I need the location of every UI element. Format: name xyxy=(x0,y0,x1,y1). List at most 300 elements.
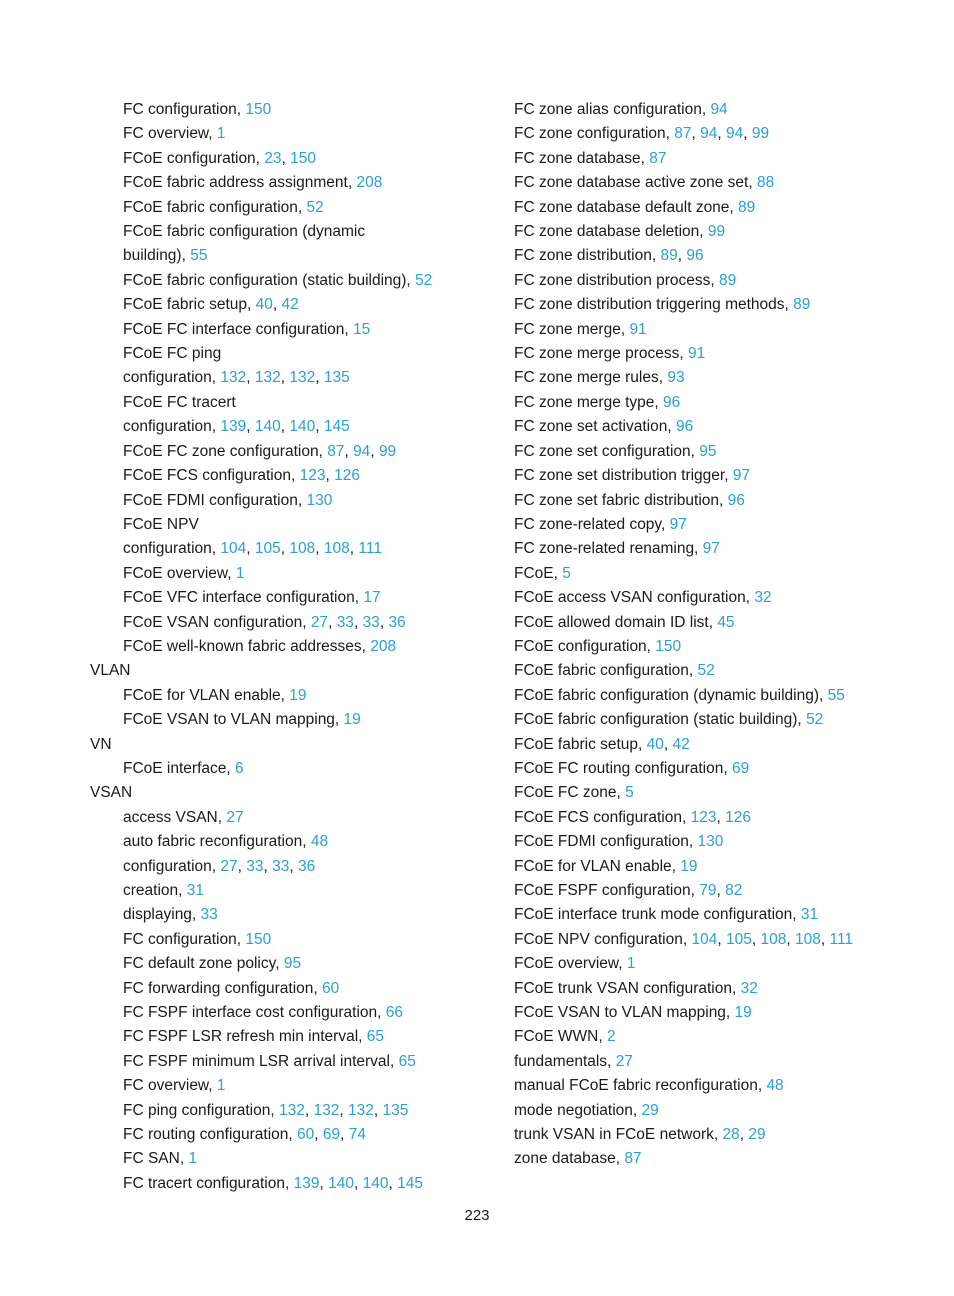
page-link[interactable]: 89 xyxy=(793,296,811,314)
index-entry xyxy=(514,977,934,1001)
page-link[interactable]: 33 xyxy=(362,613,380,631)
page-link[interactable]: 36 xyxy=(388,613,406,631)
page-link[interactable]: 97 xyxy=(702,540,720,558)
index-term-continued xyxy=(123,415,490,439)
index-term: FC overview, xyxy=(123,1077,217,1095)
page-link[interactable]: 33 xyxy=(336,613,354,631)
index-term: FCoE access VSAN configuration, xyxy=(514,589,755,607)
index-entry xyxy=(90,855,490,879)
page-link[interactable]: 69 xyxy=(731,759,750,777)
index-term: FC routing configuration, xyxy=(123,1126,298,1144)
page-link[interactable]: 1 xyxy=(235,564,245,582)
page-link[interactable]: 108 xyxy=(289,540,316,558)
page-link[interactable]: 94 xyxy=(710,101,728,118)
index-entry xyxy=(514,244,934,268)
index-term: FC zone configuration, xyxy=(514,125,675,143)
index-term: mode negotiation, xyxy=(514,1101,642,1119)
index-term: FC zone distribution triggering methods, xyxy=(514,296,794,314)
index-term: fundamentals, xyxy=(514,1052,616,1070)
page-link[interactable]: 105 xyxy=(254,540,281,558)
page-link[interactable]: 52 xyxy=(415,271,433,289)
index-entry xyxy=(90,1050,490,1074)
index-entry xyxy=(90,391,490,440)
index-entry xyxy=(90,513,490,562)
index-term: FC zone set fabric distribution, xyxy=(514,491,728,509)
index-term: FCoE fabric configuration, xyxy=(123,198,307,216)
index-term: FC configuration, xyxy=(123,930,246,948)
index-term: FCoE fabric configuration (static building), xyxy=(514,711,807,729)
index-entry xyxy=(514,1050,934,1074)
page-separator: , xyxy=(691,125,701,143)
page-separator: , xyxy=(677,247,687,265)
index-entry xyxy=(514,806,934,830)
page-link[interactable]: 91 xyxy=(629,320,647,338)
index-term: FCoE configuration, xyxy=(123,149,265,167)
index-entry xyxy=(514,318,934,342)
page-link[interactable]: 130 xyxy=(697,833,724,851)
page-link[interactable]: 66 xyxy=(385,1004,403,1022)
page-link[interactable]: 130 xyxy=(306,491,333,509)
index-entry xyxy=(90,1074,490,1098)
page-link[interactable]: 145 xyxy=(397,1174,423,1192)
page-link[interactable]: 87 xyxy=(649,149,667,167)
page-separator: , xyxy=(716,882,726,899)
page-separator: , xyxy=(263,857,273,875)
page-link[interactable]: 60 xyxy=(322,979,340,997)
page-link[interactable]: 132 xyxy=(254,369,281,387)
page-separator: , xyxy=(743,125,752,143)
index-term: FCoE fabric address assignment, xyxy=(123,174,357,192)
page-link[interactable]: 96 xyxy=(727,491,745,509)
index-term: FC zone database active zone set, xyxy=(514,174,757,192)
index-term: VSAN xyxy=(90,784,133,802)
page-separator: , xyxy=(717,125,727,143)
index-entry xyxy=(90,903,490,927)
page-separator: , xyxy=(739,1126,749,1144)
index-term: FC zone set activation, xyxy=(514,418,676,436)
page-link[interactable]: 19 xyxy=(289,686,307,704)
page-link[interactable]: 208 xyxy=(356,174,383,192)
page-link[interactable]: 2 xyxy=(607,1028,616,1046)
index-term-line2: configuration, xyxy=(123,418,221,436)
page-link[interactable]: 91 xyxy=(688,345,706,363)
page-link[interactable]: 126 xyxy=(334,467,360,485)
page-link[interactable]: 52 xyxy=(697,662,715,680)
page-separator: , xyxy=(340,1126,349,1144)
index-entry xyxy=(514,708,934,732)
page-separator: , xyxy=(281,149,291,167)
page-link[interactable]: 140 xyxy=(289,418,316,436)
index-term: FCoE FC routing configuration, xyxy=(514,759,732,777)
index-entry xyxy=(514,122,934,146)
index-entry xyxy=(90,318,490,342)
index-entry xyxy=(90,757,490,781)
index-term: FC zone merge type, xyxy=(514,393,664,411)
index-entry xyxy=(90,1001,490,1025)
page-number: 223 xyxy=(464,1207,490,1224)
index-term: FC zone database default zone, xyxy=(514,198,739,216)
index-term: FC zone-related copy, xyxy=(514,515,670,533)
page-link[interactable]: 33 xyxy=(246,857,264,875)
page-separator: , xyxy=(237,857,247,875)
index-term: displaying, xyxy=(123,906,201,924)
page-separator: , xyxy=(272,296,282,314)
index-term: FCoE WWN, xyxy=(514,1028,607,1046)
page-separator: , xyxy=(280,418,290,436)
page-link[interactable]: 139 xyxy=(293,1174,320,1192)
index-term: FC zone database, xyxy=(514,149,650,167)
index-term: configuration, xyxy=(123,857,221,875)
index-term: FC zone database deletion, xyxy=(514,223,708,241)
index-entry xyxy=(514,269,934,293)
page-link[interactable]: 52 xyxy=(306,198,324,216)
index-entry xyxy=(90,586,490,610)
page-separator: , xyxy=(716,808,726,826)
index-heading xyxy=(90,781,490,805)
page-link[interactable]: 95 xyxy=(283,955,302,973)
index-term: FC zone set distribution trigger, xyxy=(514,467,733,485)
page-link[interactable]: 135 xyxy=(323,369,350,387)
index-entry xyxy=(90,562,490,586)
index-term: FCoE NPV xyxy=(123,515,199,533)
index-entry xyxy=(90,269,490,293)
page-link[interactable]: 29 xyxy=(641,1101,659,1119)
page-link[interactable]: 5 xyxy=(625,784,634,802)
index-entry xyxy=(90,928,490,952)
index-entry xyxy=(514,513,934,537)
page-link[interactable]: 132 xyxy=(347,1101,374,1119)
page-separator: , xyxy=(289,857,298,875)
index-entry xyxy=(90,879,490,903)
page-link[interactable]: 6 xyxy=(235,759,244,777)
index-term: FCoE FDMI configuration, xyxy=(514,833,698,851)
index-term: FC zone merge rules, xyxy=(514,369,668,387)
page-link[interactable]: 108 xyxy=(323,540,350,558)
page-separator: , xyxy=(379,613,389,631)
index-entry xyxy=(90,1123,490,1147)
page-link[interactable]: 32 xyxy=(740,979,758,997)
page-link[interactable]: 94 xyxy=(700,125,718,143)
page-link[interactable]: 65 xyxy=(398,1052,416,1070)
page-link[interactable]: 52 xyxy=(806,711,824,729)
page-link[interactable]: 87 xyxy=(624,1150,642,1168)
page-link[interactable]: 17 xyxy=(363,589,381,607)
page-separator: , xyxy=(246,540,255,558)
index-term: FCoE well-known fabric addresses, xyxy=(123,637,371,655)
page-separator: , xyxy=(353,1174,363,1192)
index-entry xyxy=(514,733,934,757)
page-link[interactable]: 40 xyxy=(646,735,664,753)
page-link[interactable]: 123 xyxy=(690,808,717,826)
index-entry xyxy=(514,171,934,195)
index-term: FCoE VFC interface configuration, xyxy=(123,589,364,607)
page-link[interactable]: 87 xyxy=(674,125,692,143)
index-entry xyxy=(514,98,934,122)
page-link[interactable]: 108 xyxy=(794,930,821,948)
index-term: FC zone distribution, xyxy=(514,247,661,265)
index-term: FCoE interface trunk mode configuration, xyxy=(514,906,801,924)
index-entry xyxy=(514,903,934,927)
page-separator: , xyxy=(325,467,335,485)
index-entry xyxy=(514,952,934,976)
index-entry xyxy=(514,830,934,854)
page-link[interactable]: 96 xyxy=(663,393,681,411)
index-term-continued xyxy=(123,366,490,390)
page-link[interactable]: 27 xyxy=(226,808,244,826)
index-entry xyxy=(90,977,490,1001)
page-link[interactable]: 74 xyxy=(348,1126,367,1144)
index-term: FCoE trunk VSAN configuration, xyxy=(514,979,741,997)
index-term: FC forwarding configuration, xyxy=(123,979,323,997)
page-link[interactable]: 28 xyxy=(722,1126,740,1144)
page-link[interactable]: 140 xyxy=(254,418,281,436)
page-link[interactable]: 27 xyxy=(615,1052,633,1070)
page-link[interactable]: 97 xyxy=(669,515,687,533)
index-entry xyxy=(514,196,934,220)
page-separator: , xyxy=(344,442,354,460)
index-term: FCoE FCS configuration, xyxy=(123,467,300,485)
page-link[interactable]: 93 xyxy=(667,369,685,387)
index-entry xyxy=(90,635,490,659)
page-link[interactable]: 208 xyxy=(370,637,397,655)
page-separator: , xyxy=(328,613,337,631)
page-separator: , xyxy=(280,369,290,387)
index-entry xyxy=(514,781,934,805)
index-term-line2: building), xyxy=(123,247,191,265)
page-link[interactable]: 5 xyxy=(562,564,571,582)
index-term-line2: configuration, xyxy=(123,540,221,558)
page-separator: , xyxy=(370,442,379,460)
index-term: FCoE FC zone, xyxy=(514,784,626,802)
index-entry xyxy=(514,659,934,683)
index-term: FC tracert configuration, xyxy=(123,1174,294,1192)
page-link[interactable]: 95 xyxy=(699,442,717,460)
index-term: FC FSPF interface cost configuration, xyxy=(123,1004,386,1022)
index-entry xyxy=(90,293,490,317)
page-separator: , xyxy=(751,930,761,948)
index-term: FCoE NPV configuration, xyxy=(514,930,692,948)
index-entry xyxy=(514,293,934,317)
index-term: FCoE overview, xyxy=(514,955,627,973)
index-entry xyxy=(514,1001,934,1025)
page-link[interactable]: 139 xyxy=(220,418,247,436)
page-link[interactable]: 27 xyxy=(220,857,238,875)
page-link[interactable]: 108 xyxy=(760,930,787,948)
page-link[interactable]: 88 xyxy=(756,174,775,192)
page-link[interactable]: 99 xyxy=(751,125,770,143)
index-term: FCoE fabric setup, xyxy=(123,296,256,314)
index-term: FCoE fabric configuration, xyxy=(514,662,698,680)
index-term: FCoE VSAN to VLAN mapping, xyxy=(123,711,344,729)
index-entry xyxy=(514,1099,934,1123)
page-link[interactable]: 150 xyxy=(245,101,272,118)
index-entry xyxy=(90,342,490,391)
index-entry xyxy=(514,342,934,366)
index-entry xyxy=(90,98,490,122)
page-link[interactable]: 105 xyxy=(725,930,752,948)
index-term: FCoE fabric setup, xyxy=(514,735,647,753)
page-link[interactable]: 19 xyxy=(734,1004,752,1022)
page-link[interactable]: 150 xyxy=(245,930,272,948)
page-link[interactable]: 40 xyxy=(255,296,273,314)
index-entry xyxy=(90,1147,490,1171)
index-term: FC zone distribution process, xyxy=(514,271,720,289)
index-entry xyxy=(90,708,490,732)
index-entry xyxy=(514,1147,934,1171)
page-separator: , xyxy=(315,369,324,387)
index-entry xyxy=(514,464,934,488)
page-link[interactable]: 94 xyxy=(726,125,744,143)
index-entry xyxy=(90,196,490,220)
index-term: FCoE fabric configuration (dynamic xyxy=(123,223,366,241)
index-entry xyxy=(90,147,490,171)
page-link[interactable]: 126 xyxy=(725,808,751,826)
page-separator: , xyxy=(373,1101,383,1119)
index-entry xyxy=(514,391,934,415)
page-separator: , xyxy=(314,1126,323,1144)
index-term: FC default zone policy, xyxy=(123,955,284,973)
page-link[interactable]: 140 xyxy=(362,1174,389,1192)
page-link[interactable]: 36 xyxy=(298,857,316,875)
page-separator: , xyxy=(353,613,363,631)
index-term: FC overview, xyxy=(123,125,217,143)
index-term: FC FSPF LSR refresh min interval, xyxy=(123,1028,367,1046)
page-link[interactable]: 42 xyxy=(281,296,299,314)
page-link[interactable]: 29 xyxy=(748,1126,766,1144)
page-link[interactable]: 48 xyxy=(766,1077,784,1095)
page-link[interactable]: 104 xyxy=(691,930,718,948)
page-link[interactable]: 150 xyxy=(655,637,682,655)
page-link[interactable]: 111 xyxy=(358,540,382,558)
page-link[interactable]: 1 xyxy=(626,955,636,973)
page-link[interactable]: 132 xyxy=(289,369,316,387)
page-link[interactable]: 89 xyxy=(719,271,737,289)
page-link[interactable]: 60 xyxy=(297,1126,315,1144)
page-link[interactable]: 15 xyxy=(353,320,371,338)
page-link[interactable]: 89 xyxy=(738,198,756,216)
index-term: FCoE FDMI configuration, xyxy=(123,491,307,509)
index-entry xyxy=(514,1025,934,1049)
index-entry xyxy=(514,684,934,708)
page-separator: , xyxy=(246,418,255,436)
page-link[interactable]: 42 xyxy=(672,735,690,753)
page-separator: , xyxy=(349,540,359,558)
page-link[interactable]: 150 xyxy=(290,149,317,167)
index-term: FCoE VSAN configuration, xyxy=(123,613,311,631)
page-separator: , xyxy=(786,930,795,948)
page-link[interactable]: 32 xyxy=(754,589,772,607)
page-separator: , xyxy=(820,930,830,948)
page-link[interactable]: 97 xyxy=(732,467,751,485)
page-link[interactable]: 19 xyxy=(680,857,698,875)
index-entry xyxy=(90,830,490,854)
index-entry xyxy=(90,684,490,708)
index-term: FCoE for VLAN enable, xyxy=(514,857,681,875)
index-term: FCoE fabric configuration (dynamic building), xyxy=(514,686,828,704)
page-link[interactable]: 135 xyxy=(382,1101,409,1119)
page-link[interactable]: 82 xyxy=(725,882,743,899)
page-link[interactable]: 99 xyxy=(707,223,726,241)
page-link[interactable]: 145 xyxy=(323,418,350,436)
index-entry xyxy=(514,635,934,659)
index-entry xyxy=(514,440,934,464)
index-term: FCoE overview, xyxy=(123,564,236,582)
index-term: FCoE FC interface configuration, xyxy=(123,320,354,338)
page-link[interactable]: 31 xyxy=(186,882,205,899)
page-link[interactable]: 132 xyxy=(313,1101,340,1119)
index-entry xyxy=(90,440,490,464)
page-link[interactable]: 89 xyxy=(660,247,678,265)
index-entry xyxy=(514,611,934,635)
page-link[interactable]: 87 xyxy=(327,442,345,460)
page-link[interactable]: 96 xyxy=(675,418,694,436)
page-link[interactable]: 19 xyxy=(343,711,361,729)
index-term: FC zone alias configuration, xyxy=(514,101,711,118)
index-term: manual FCoE fabric reconfiguration, xyxy=(514,1077,767,1095)
page-link[interactable]: 23 xyxy=(264,149,282,167)
index-entry xyxy=(90,952,490,976)
page-link[interactable]: 55 xyxy=(190,247,208,265)
index-entry xyxy=(90,1099,490,1123)
page-link[interactable]: 123 xyxy=(299,467,326,485)
page-link[interactable]: 69 xyxy=(322,1126,341,1144)
index-column-left xyxy=(90,98,490,1196)
page-link[interactable]: 132 xyxy=(220,369,247,387)
index-term: FC zone set configuration, xyxy=(514,442,700,460)
index-term: FC configuration, xyxy=(123,101,246,118)
index-entry xyxy=(514,415,934,439)
page-link[interactable]: 99 xyxy=(378,442,397,460)
index-term: auto fabric reconfiguration, xyxy=(123,833,311,851)
page-separator: , xyxy=(304,1101,314,1119)
page-link[interactable]: 79 xyxy=(699,882,717,899)
index-term: FCoE FCS configuration, xyxy=(514,808,691,826)
page-link[interactable]: 104 xyxy=(220,540,247,558)
page-link[interactable]: 111 xyxy=(829,930,854,948)
page-link[interactable]: 132 xyxy=(278,1101,305,1119)
page-link[interactable]: 33 xyxy=(272,857,290,875)
page-link[interactable]: 31 xyxy=(800,906,819,924)
page-link[interactable]: 1 xyxy=(188,1150,198,1168)
index-entry xyxy=(514,879,934,903)
page-link[interactable]: 1 xyxy=(216,125,226,143)
page-link[interactable]: 27 xyxy=(310,613,329,631)
page-link[interactable]: 33 xyxy=(200,906,218,924)
index-term: FC SAN, xyxy=(123,1150,189,1168)
index-term: FCoE FSPF configuration, xyxy=(514,882,700,899)
index-entry xyxy=(514,757,934,781)
index-term-line2: configuration, xyxy=(123,369,221,387)
index-term: trunk VSAN in FCoE network, xyxy=(514,1126,723,1144)
page-separator: , xyxy=(319,1174,329,1192)
page-link[interactable]: 140 xyxy=(328,1174,354,1192)
page-link[interactable]: 1 xyxy=(216,1077,226,1095)
index-entry xyxy=(514,220,934,244)
page-separator: , xyxy=(315,418,324,436)
page-link[interactable]: 94 xyxy=(353,442,371,460)
page-separator: , xyxy=(339,1101,348,1119)
index-entry xyxy=(514,489,934,513)
index-entry xyxy=(514,1123,934,1147)
index-entry xyxy=(90,1172,490,1196)
page-separator: , xyxy=(717,930,726,948)
page-link[interactable]: 45 xyxy=(717,613,735,631)
page-link[interactable]: 96 xyxy=(686,247,704,265)
page-link[interactable]: 65 xyxy=(366,1028,385,1046)
page-link[interactable]: 55 xyxy=(827,686,845,704)
index-entry xyxy=(514,586,934,610)
page-link[interactable]: 48 xyxy=(310,833,329,851)
